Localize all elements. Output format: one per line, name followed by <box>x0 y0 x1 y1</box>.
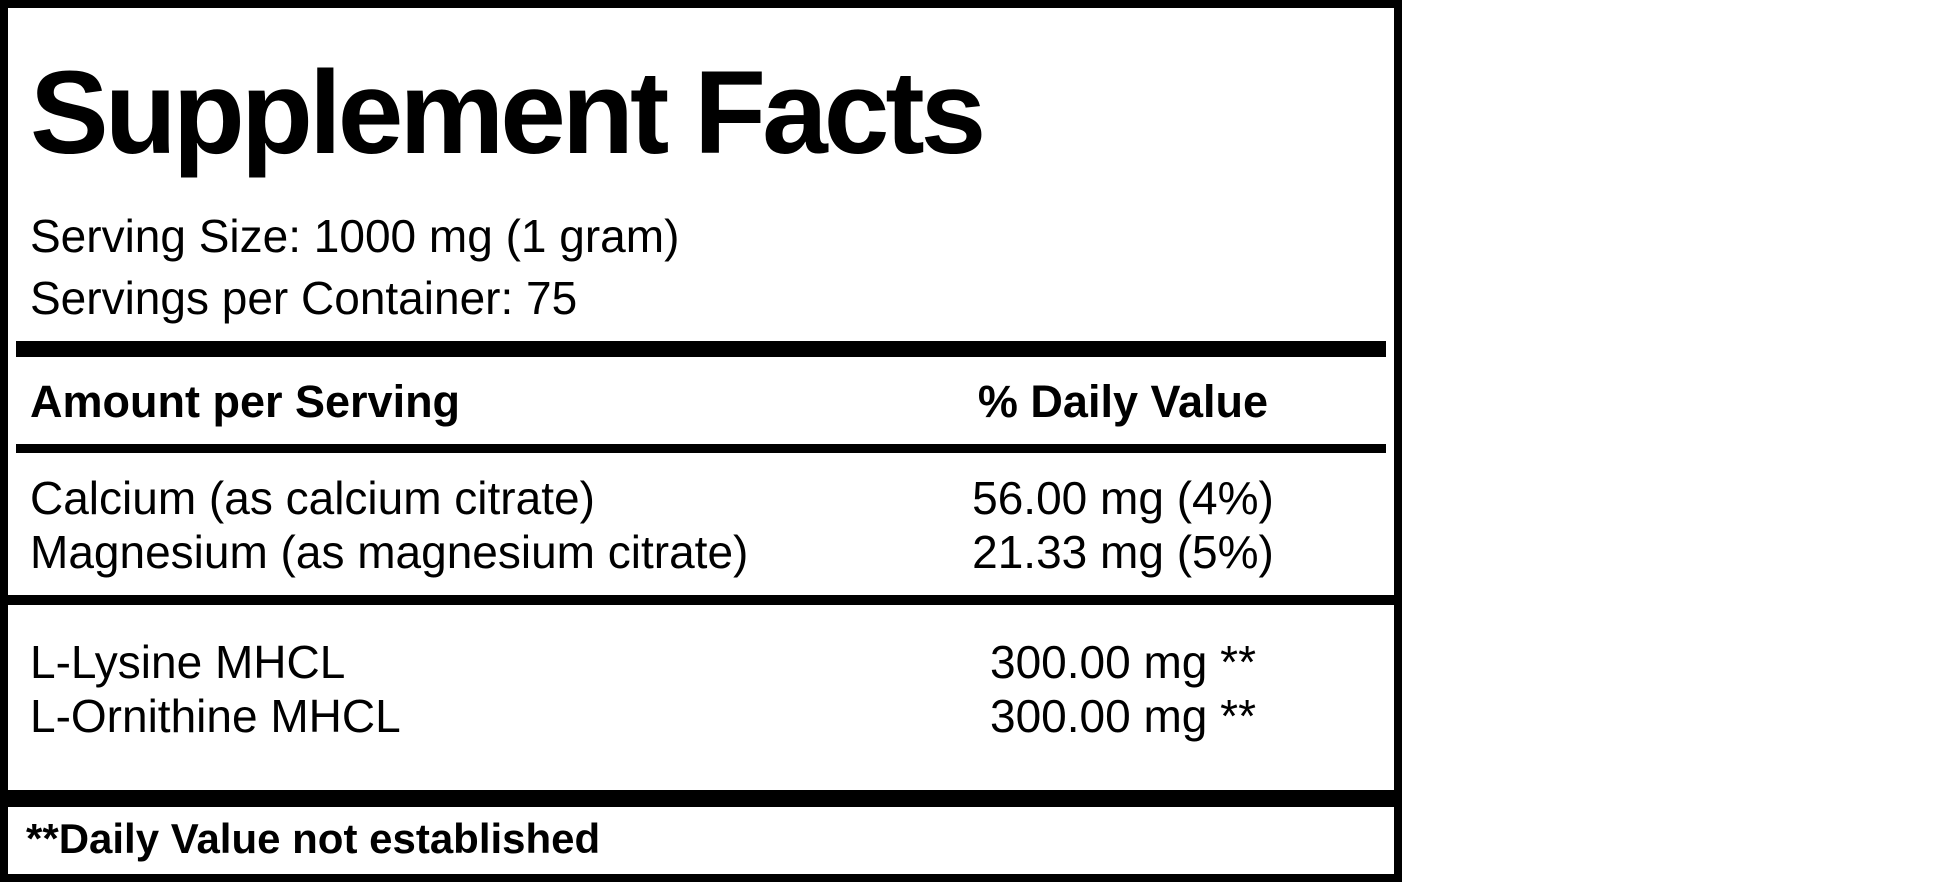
nutrient-section-amino-acids <box>8 605 1394 790</box>
column-header-row <box>8 357 1394 444</box>
nutrient-name: L-Lysine MHCL <box>30 636 346 688</box>
nutrient-value: 300.00 mg ** <box>990 690 1256 742</box>
rule-under-headers <box>16 444 1386 453</box>
servings-per-container-line: Servings per Container: 75 <box>30 272 578 324</box>
nutrient-value: 300.00 mg ** <box>990 636 1256 688</box>
column-header-amount: Amount per Serving <box>30 376 461 427</box>
rule-section-divider <box>8 595 1394 605</box>
nutrient-row-magnesium <box>8 525 1394 579</box>
nutrient-name: Magnesium (as magnesium citrate) <box>30 526 749 578</box>
column-header-daily-value: % Daily Value <box>977 376 1269 427</box>
nutrient-row-l-lysine <box>8 635 1394 689</box>
serving-info <box>30 205 1394 329</box>
rule-heavy-top <box>16 341 1386 357</box>
nutrient-name: L-Ornithine MHCL <box>30 690 401 742</box>
footnote: **Daily Value not established <box>26 815 601 862</box>
nutrient-row-calcium <box>8 471 1394 525</box>
rule-heavy-bottom <box>8 790 1394 807</box>
serving-size-line: Serving Size: 1000 mg (1 gram) <box>30 210 680 262</box>
nutrient-name: Calcium (as calcium citrate) <box>30 472 595 524</box>
nutrient-section-minerals <box>8 453 1394 595</box>
nutrient-value: 56.00 mg (4%) <box>972 472 1274 524</box>
panel-title: Supplement Facts <box>30 47 983 179</box>
nutrient-row-l-ornithine <box>8 689 1394 743</box>
nutrient-value: 21.33 mg (5%) <box>972 526 1274 578</box>
